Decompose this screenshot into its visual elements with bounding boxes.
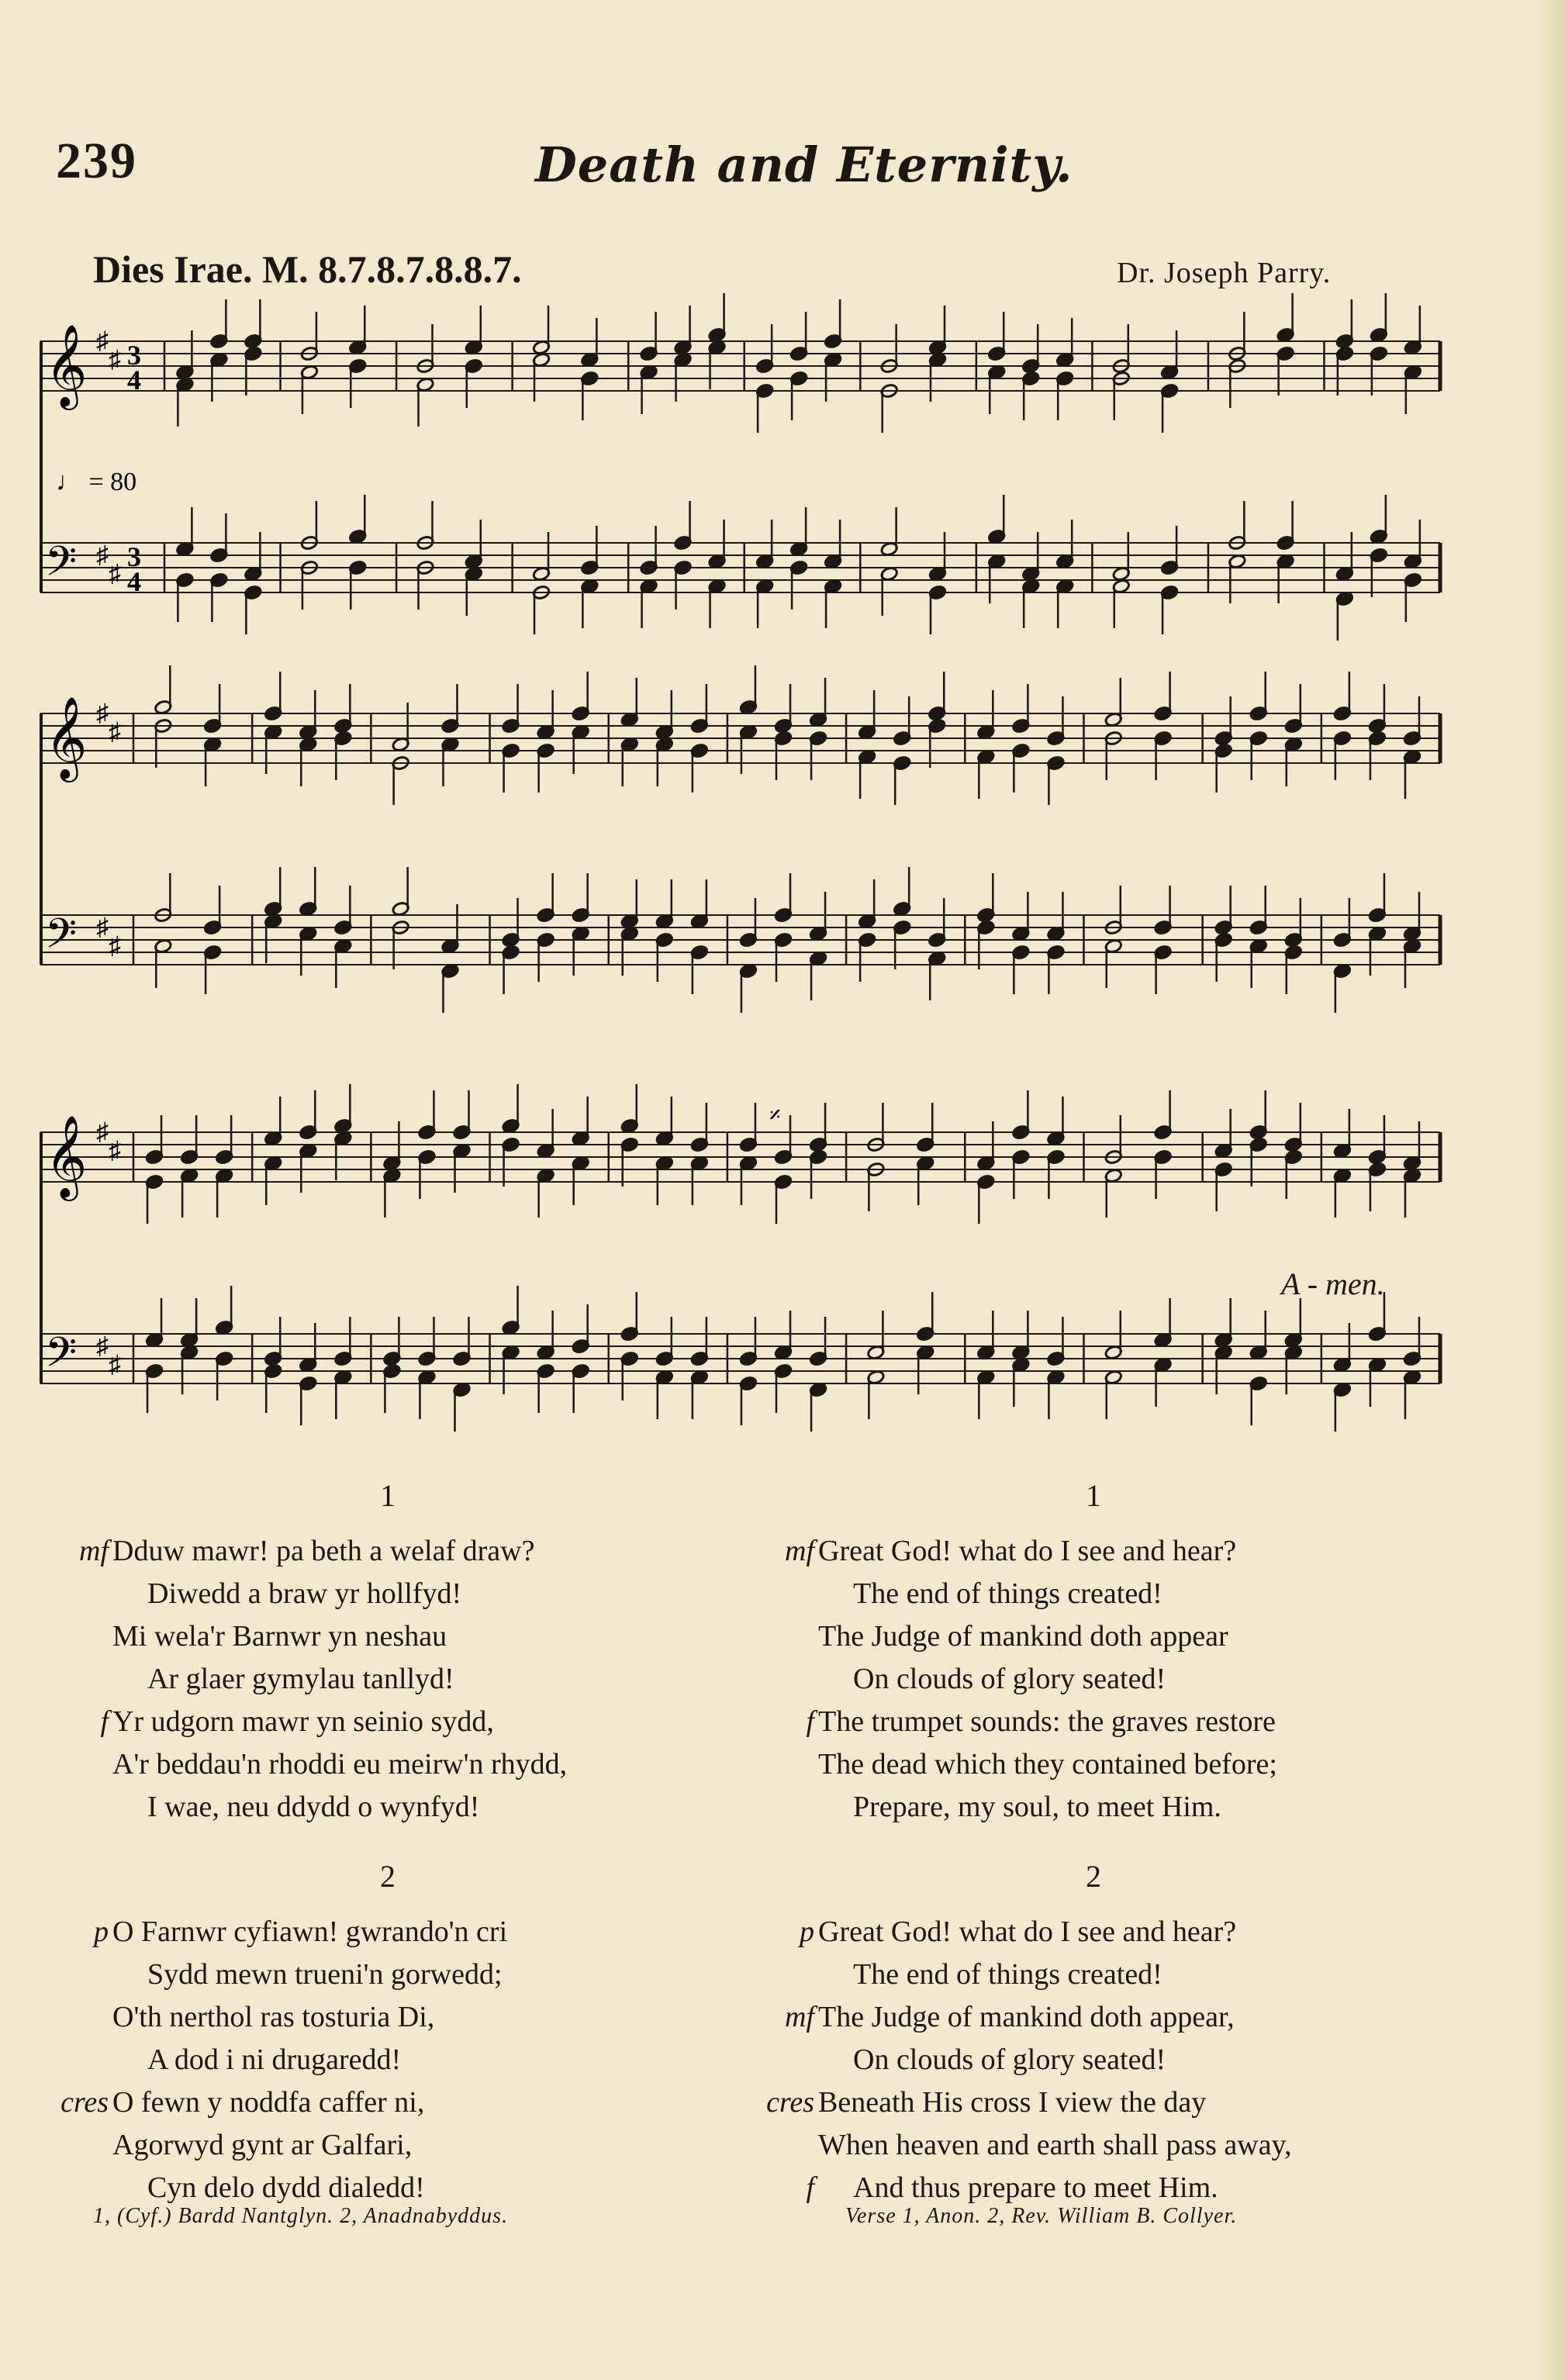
score-system-2 bbox=[40, 698, 1444, 1024]
verse-line bbox=[39, 1786, 737, 1829]
sharp-sign: ♯ bbox=[109, 931, 121, 959]
verse-text: A'r beddau'n rhoddi eu meirw'n rhydd, bbox=[112, 1748, 568, 1781]
sharp-sign: ♯ bbox=[109, 345, 121, 373]
verse-text: I wae, neu ddydd o wynfyd! bbox=[147, 1791, 480, 1823]
verse-number: 1 bbox=[380, 1478, 396, 1513]
verse-text: Beneath His cross I view the day bbox=[818, 2086, 1207, 2119]
sharp-sign: ♯ bbox=[109, 717, 121, 745]
verse-text: The Judge of mankind doth appear bbox=[818, 1620, 1228, 1653]
composer: Dr. Joseph Parry. bbox=[1117, 257, 1332, 289]
verse-text: O Farnwr cyfiawn! gwrando'n cri bbox=[112, 1915, 508, 1948]
section-title: Death and Eternity. bbox=[535, 136, 1073, 193]
bass-clef: 𝄢 bbox=[45, 538, 78, 596]
sharp-sign: ♯ bbox=[96, 541, 109, 568]
english-verses bbox=[744, 1477, 1442, 2209]
verse-text: Great God! what do I see and hear? bbox=[818, 1535, 1237, 1567]
sharp-sign: ♯ bbox=[96, 699, 109, 727]
verse-line bbox=[744, 2124, 1442, 2167]
verse-line bbox=[39, 1701, 737, 1743]
verse-text: The trumpet sounds: the graves restore bbox=[818, 1705, 1276, 1738]
verse-text: The end of things created! bbox=[853, 1577, 1163, 1610]
verse-text: Great God! what do I see and hear? bbox=[818, 1915, 1237, 1948]
verse-text: Diwedd a braw yr hollfyd! bbox=[147, 1577, 462, 1610]
time-signature: 4 bbox=[127, 566, 141, 597]
time-signature: 3 bbox=[127, 541, 141, 572]
bass-clef: 𝄢 bbox=[45, 910, 78, 968]
stanza-gap bbox=[39, 1829, 737, 1858]
amen-text: A - men. bbox=[1281, 1266, 1385, 1301]
verse-text: Mi wela'r Barnwr yn neshau bbox=[112, 1620, 447, 1653]
verse-number: 2 bbox=[1086, 1859, 1101, 1894]
verse-line bbox=[744, 1786, 1442, 1829]
score-system-3 bbox=[40, 1103, 1444, 1442]
verse-text: Sydd mewn trueni'n gorwedd; bbox=[147, 1958, 503, 1991]
dynamic-marking: p bbox=[94, 1915, 109, 1948]
sharp-sign: ♯ bbox=[96, 913, 109, 941]
dynamic-marking: f bbox=[806, 1705, 814, 1738]
verse-text: O'th nerthol ras tosturia Di, bbox=[112, 2001, 435, 2033]
welsh-credit: 1, (Cyf.) Bardd Nantglyn. 2, Anadnabyddus. bbox=[93, 2204, 509, 2228]
verse-line bbox=[744, 1573, 1442, 1615]
music-system-2 bbox=[40, 698, 1444, 1024]
verse-number: 1 bbox=[1086, 1478, 1101, 1513]
verse-line bbox=[39, 2039, 737, 2081]
verse-text: The Judge of mankind doth appear, bbox=[818, 2001, 1235, 2033]
page-edge bbox=[1537, 0, 1565, 2380]
verse-text: The dead which they contained before; bbox=[818, 1748, 1277, 1781]
verse-text: Yr udgorn mawr yn seinio sydd, bbox=[112, 1705, 494, 1738]
verse-line bbox=[744, 1743, 1442, 1786]
verse-line bbox=[744, 1658, 1442, 1701]
treble-clef: 𝄞 bbox=[45, 696, 88, 779]
verse-line bbox=[744, 1911, 1442, 1953]
verse-text: Dduw mawr! pa beth a welaf draw? bbox=[112, 1535, 535, 1567]
verse-text: On clouds of glory seated! bbox=[853, 2043, 1166, 2076]
verse-line bbox=[39, 1658, 737, 1701]
verse-line bbox=[39, 1743, 737, 1786]
tune-name: Dies Irae. M. 8.7.8.7.8.8.7. bbox=[93, 247, 522, 291]
sharp-sign: ♯ bbox=[96, 326, 109, 354]
verse-text: Cyn delo dydd dialedd! bbox=[147, 2171, 425, 2204]
verse-line bbox=[39, 2167, 737, 2209]
dynamic-marking: mf bbox=[79, 1535, 109, 1567]
verse-line bbox=[744, 2081, 1442, 2124]
music-system-3 bbox=[40, 1103, 1444, 1442]
verse-text: Agorwyd gynt ar Galfari, bbox=[112, 2129, 413, 2161]
verse-text: And thus prepare to meet Him. bbox=[853, 2171, 1218, 2204]
dynamic-marking: cres bbox=[60, 2086, 109, 2119]
time-signature: 4 bbox=[127, 364, 141, 396]
verse-number: 2 bbox=[380, 1859, 396, 1894]
verse-line bbox=[39, 2124, 737, 2167]
sharp-sign: ♯ bbox=[109, 1136, 121, 1164]
stanza-gap bbox=[744, 1829, 1442, 1858]
verse-line bbox=[744, 1530, 1442, 1573]
verse-line bbox=[744, 1615, 1442, 1658]
dynamic-marking: f bbox=[100, 1705, 109, 1738]
music-system-1 bbox=[40, 323, 1444, 651]
repeat-sign: 𝄎 bbox=[769, 1103, 781, 1128]
dynamic-marking: f bbox=[806, 2171, 814, 2204]
verse-line bbox=[39, 1953, 737, 1996]
dynamic-marking: p bbox=[800, 1915, 814, 1948]
verse-text: When heaven and earth shall pass away, bbox=[818, 2129, 1292, 2161]
verse-text: Prepare, my soul, to meet Him. bbox=[853, 1791, 1221, 1823]
verse-text: Ar glaer gymylau tanllyd! bbox=[147, 1663, 454, 1695]
dynamic-marking: mf bbox=[785, 2001, 814, 2033]
verse-text: A dod i ni drugaredd! bbox=[147, 2043, 402, 2076]
score-system-1 bbox=[40, 323, 1444, 651]
time-signature: 3 bbox=[127, 340, 141, 371]
sharp-sign: ♯ bbox=[96, 1117, 109, 1145]
dynamic-marking: cres bbox=[766, 2086, 814, 2119]
dynamic-marking: mf bbox=[785, 1535, 814, 1567]
welsh-verses bbox=[39, 1477, 737, 2209]
verse-text: On clouds of glory seated! bbox=[853, 1663, 1166, 1695]
verse-line bbox=[744, 1953, 1442, 1996]
verse-line bbox=[744, 1701, 1442, 1743]
verse-line bbox=[744, 1996, 1442, 2039]
verse-line bbox=[39, 1530, 737, 1573]
tempo-marking: ♩ = 80 bbox=[56, 468, 137, 496]
sharp-sign: ♯ bbox=[96, 1332, 109, 1359]
verse-line bbox=[39, 1573, 737, 1615]
hymn-number: 239 bbox=[56, 133, 137, 189]
verse-line bbox=[39, 1911, 737, 1953]
verse-text: O fewn y noddfa caffer ni, bbox=[112, 2086, 425, 2119]
sharp-sign: ♯ bbox=[109, 1350, 121, 1378]
english-credit: Verse 1, Anon. 2, Rev. William B. Collyer. bbox=[845, 2204, 1238, 2228]
sharp-sign: ♯ bbox=[109, 559, 121, 587]
verse-line bbox=[39, 1996, 737, 2039]
bass-clef: 𝄢 bbox=[45, 1329, 78, 1387]
verse-line bbox=[744, 2039, 1442, 2081]
verse-line bbox=[744, 2167, 1442, 2209]
verse-line bbox=[39, 2081, 737, 2124]
treble-clef: 𝄞 bbox=[45, 323, 88, 406]
verse-text: The end of things created! bbox=[853, 1958, 1163, 1991]
treble-clef: 𝄞 bbox=[45, 1114, 88, 1197]
verse-line bbox=[39, 1615, 737, 1658]
